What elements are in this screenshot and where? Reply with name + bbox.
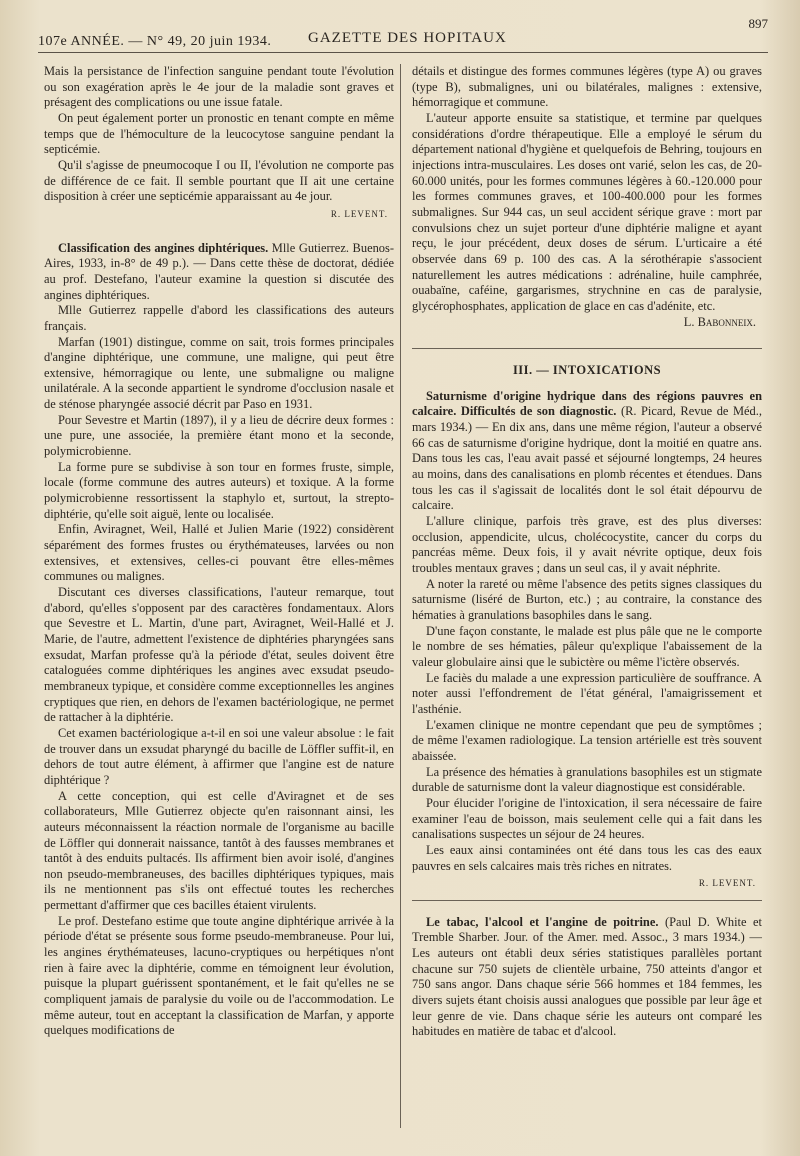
signature: R. LEVENT. [698,878,756,889]
paragraph: Enfin, Aviragnet, Weil, Hallé et Julien Marie (1922) considèrent séparément des formes frustes ou érythémateuses, larvées ou non extensives, et extensives, celles-ci pouvant être elles-mêmes communes ou malignes. [44,522,394,584]
article-reference: (R. Picard, Revue de Méd., mars 1934.) — En dix ans, dans une même région, l'auteur a observé 66 cas de saturnisme d'origine hydrique, dont la moitié en quatre ans. Dans tous les cas, l'eau avait passé et séjourné longtemps, 24 heures au moins, dans des canalisations en plomb récentes et étendues. Dans tous les cas il s'agissait de localités dont le sol était dépourvu de calcaire. [412,404,762,513]
article-title: Le tabac, l'alcool et l'angine de poitrine. [426,914,659,929]
paragraph: L'examen clinique ne montre cependant que peu de symptômes ; de même l'examen radiologique. La tension artérielle est très souvent abaissée. [412,717,762,763]
paragraph: Le faciès du malade a une expression particulière de souffrance. A noter aussi l'effondrement de l'état général, l'amaigrissement et l'asthénie. [412,670,762,716]
spacer [44,227,394,241]
paragraph: Pour élucider l'origine de l'intoxication, il sera nécessaire de faire examiner l'eau de boisson, mais seulement celle qui a fait dans les canalisations suspectes un séjour de 24 heures. [412,795,762,842]
article-separator [412,900,762,901]
paragraph: A noter la rareté ou même l'absence des petits signes classiques du saturnisme (liséré de Burton, etc.) ; au contraire, la constance des hématies à granulations basophiles dans le sang. [412,576,762,622]
paragraph: On peut également porter un pronostic en tenant compte en même temps que de l'hémoculture de la leucocytose sanguine pendant la septicémie. [44,110,394,157]
paragraph: Marfan (1901) distingue, comme on sait, trois formes principales d'angine diphtérique, une commune, une maligne, qui peut être extensive, hémorragique ou lente, une submaligne ou maligne unilatérale. A la seconde appartient le syndrome d'occlusion nasale et de sténose pharyngée associé décrit par Paso en 1931. [44,334,394,412]
paragraph: Mais la persistance de l'infection sanguine pendant toute l'évolution ou son exagération après le 4e jour de la maladie sont graves et présagent des complications ou une issue fatale. [44,64,394,110]
article-reference: (Paul D. White et Tremble Sharber. Jour. of the Amer. med. Assoc., 3 mars 1934.) — Les auteurs ont établi deux séries statistiques parallèles portant chacune sur 750 sujets de clientèle urbaine, 750 atteints d'angor et 750 sans angor. Dans chaque série 566 hommes et 184 femmes, les divers sujets étant choisis aussi analogues que possible par leur âge et leur genre de vie. Dans chaque série les auteurs ont comparé les habitudes en matière de tabac et d'alcool. [412,914,762,1039]
article-header [412,915,762,1040]
section-heading: III. — INTOXICATIONS [412,348,762,379]
paragraph: détails et distingue des formes communes légères (type A) ou graves (type B), submalignes, uni ou bilatérales, malignes : extensive, hémorragique et commune. [412,64,762,110]
paragraph: Le prof. Destefano estime que toute angine diphtérique arrivée à la période d'état se présente sous forme pseudo-membraneuse. Pour lui, les angines érythémateuses, lacuno-cryptiques ou herpétiques n'ont rien à faire avec la diphtérie, comme en témoignent leur évolution, puisque la plupart guérissent spontanément, et le fait qu'elles ne se compliquent jamais de paralysie du voile ou de l'accommodation. Le même auteur, tout en acceptant la classification de Marfan, y apporte quelques modifications de [44,913,394,1038]
page-number: 897 [748,16,768,31]
right-column [412,64,762,1040]
paragraph: Mlle Gutierrez rappelle d'abord les classifications des auteurs français. [44,303,394,333]
paragraph: L'allure clinique, parfois très grave, est des plus diverses: occlusion, appendicite, ulcus, cholécocystite, cancer du corps du pancréas même. Deux fois, il y avait névrite optique, deux fois troubles mentaux graves ; dans un seul cas, il y avait néphrite. [412,514,762,576]
paragraph: D'une façon constante, le malade est plus pâle que ne le comporte le nombre de ses hématies, pâleur qu'explique l'abaissement de la valeur globulaire ainsi que le subictère ou même l'ictère observés. [412,623,762,669]
article-header [412,389,762,514]
signature: L. Babonneix. [683,314,756,329]
paragraph: L'auteur apporte ensuite sa statistique, et termine par quelques considérations d'ordre thérapeutique. Elle a employé le sérum du département national d'hygiène et quelquefois de Behring, toujours en injections intra-musculaires. Les doses ont varié, selon les cas, de 20-60.000 unités, pour les formes communes légères à 60.-120.000 pour les formes communes graves, et 100-400.000 pour les formes submalignes. Sur 944 cas, un seul accident sérique grave : mort par convulsions chez un sujet porteur d'une diphtérie maligne et ayant reçu, le jour précédent, deux doses de sérum. L'urticaire a été observée dans 69 p. 100 des cas. A la sérothérapie s'associent naturellement les autres médications : adrénaline, huile camphrée, ouabaïne, caféine, gargarismes, strychnine en cas de paralysie, glycérophosphates, application de glace en cas d'adénite, etc. [412,110,762,313]
paragraph: Cet examen bactériologique a-t-il en soi une valeur absolue : le fait de trouver dans un exsudat pharyngé du bacille de Löffler suffit-il, en dehors de tout autre élément, à affirmer que l'angine est de nature diphtérique ? [44,725,394,787]
running-header [38,16,768,53]
article-title: Classification des angines diphtériques. [58,240,269,255]
paragraph: Pour Sevestre et Martin (1897), il y a lieu de décrire deux formes : une pure, une associée, la première étant mono et la seconde, polymicrobienne. [44,412,394,459]
journal-title: GAZETTE DES HOPITAUX [308,30,507,46]
paragraph: La présence des hématies à granulations basophiles est un stigmate durable de saturnisme dont la valeur diagnostique est considérable. [412,764,762,795]
article-title: Saturnisme d'origine hydrique dans des régions pauvres en calcaire. Difficultés de son diagnostic. [412,388,762,419]
paragraph: Les eaux ainsi contaminées ont été dans tous les cas des eaux pauvres en sels calcaires mais très riches en nitrates. [412,842,762,873]
left-column [44,64,394,1039]
paragraph: La forme pure se subdivise à son tour en formes fruste, simple, locale (forme commune des autres auteurs) et toxique. A la forme polymicrobienne ressortissent la staphylo et, surtout, la strepto-diphtérie, qu'elle soit aiguë, lente ou localisée. [44,459,394,521]
issue-line: 107e ANNÉE. — N° 49, 20 juin 1934. [38,34,272,49]
paragraph: A cette conception, qui est celle d'Aviragnet et de ses collaborateurs, Mlle Gutierrez objecte qu'en raisonnant ainsi, les auteurs méconnaissent la réaction normale de l'organisme au bacille de Löffler qui donnerait naissance, tantôt à des fausses membranes et tantôt à des enduits pultacés. Ils affirment bien avoir isolé, d'angines non pseudo-membraneuses, des bacilles diphtériques typiques, mais ils ne mentionnent pas s'ils ont effectué toutes les recherches permettant d'affirmer que ces bacilles étaient virulents. [44,788,394,913]
article-header [44,241,394,304]
signature: R. LEVENT. [330,208,388,219]
article-reference: Mlle Gutierrez. Buenos-Aires, 1933, in-8° de 49 p.). — Dans cette thèse de doctorat, dédiée au prof. Destefano, l'auteur examine la question si discutée des angines diphtériques. [44,240,395,302]
paragraph: Discutant ces diverses classifications, l'auteur remarque, tout d'abord, qu'elles s'opposent par des caractères fondamentaux. Alors que Sevestre et L. Martin, d'une part, Aviragnet, Weil-Hallé et J. Marie, de l'autre, admettent l'existence de diphtéries pharyngées sans exsudat, Marfan professe qu'à la période d'état, seules doivent être cataloguées comme diphtériques les angines avec exsudat pseudo-membraneux typique, et considère comme exceptionnelles les angines cryptiques que rien, en dehors de l'examen bactériologique, ne permet de rattacher à la diphtérie. [44,585,394,725]
paragraph: Qu'il s'agisse de pneumocoque I ou II, l'évolution ne comporte pas de différence de ce fait. Il semble pourtant que II ait une certaine disposition à créer une septicémie apparaissant au 4e jour. [44,157,394,204]
column-divider [400,64,401,1128]
